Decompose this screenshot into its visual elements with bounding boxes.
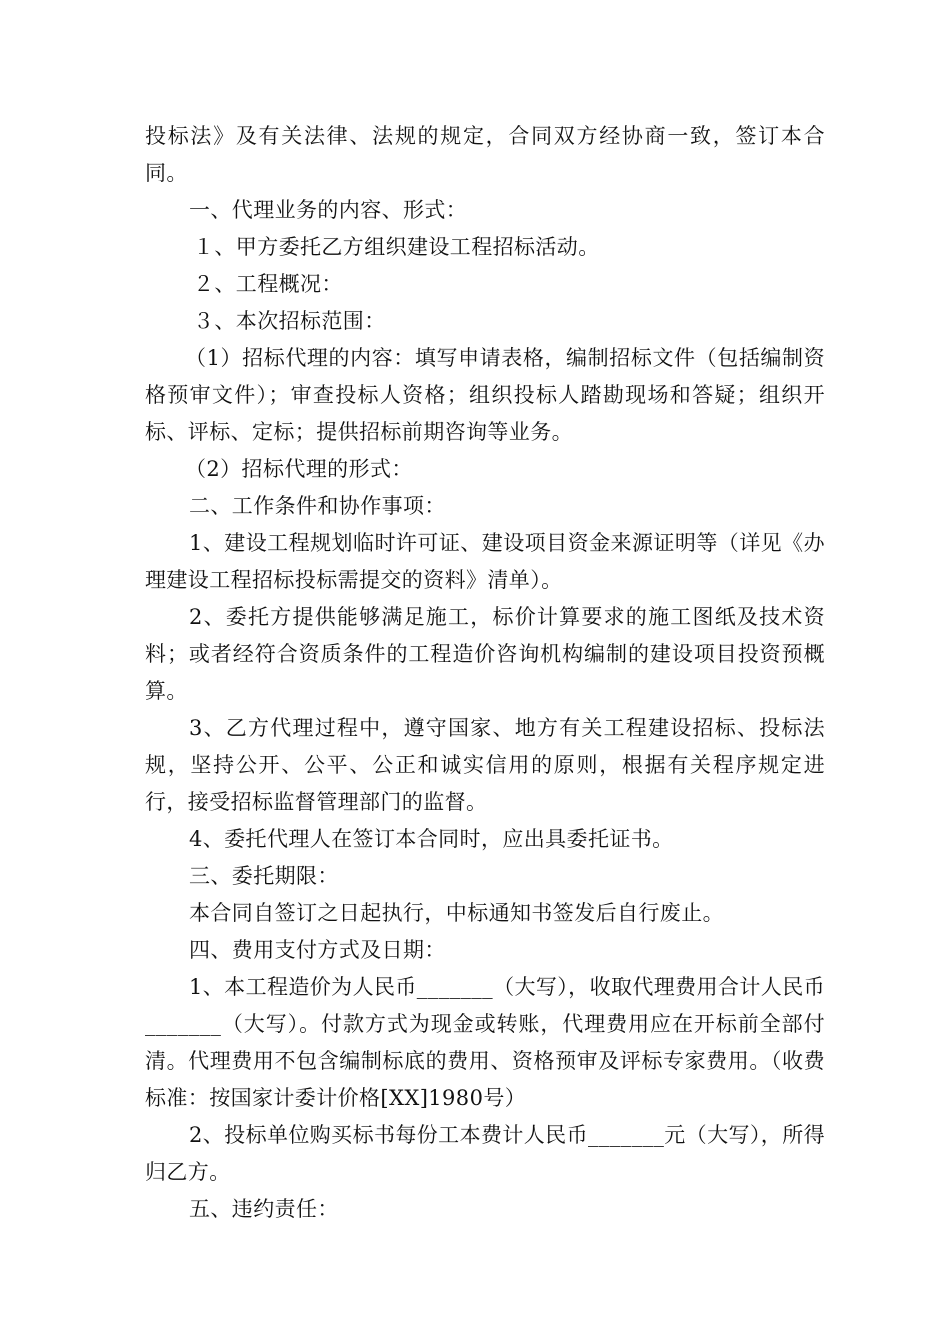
paragraph-intro: 投标法》及有关法律、法规的规定，合同双方经协商一致，签订本合同。 (145, 124, 825, 185)
heading-section-3: 三、委托期限： (189, 864, 339, 888)
section-4-item-2: 2、投标单位购买标书每份工本费计人民币_______元（大写），所得归乙方。 (145, 1123, 825, 1184)
section-2-item-3: 3、乙方代理过程中，遵守国家、地方有关工程建设招标、投标法规，坚持公开、公平、公正和诚实信用的原则，根据有关程序规定进行，接受招标监督管理部门的监督。 (145, 716, 825, 814)
heading-section-4: 四、费用支付方式及日期： (189, 938, 446, 962)
sub-item-1: （1）招标代理的内容：填写申请表格，编制招标文件（包括编制资格预审文件）；审查投标人资格；组织投标人踏勘现场和答疑；组织开标、评标、定标；提供招标前期咨询等业务。 (145, 346, 825, 444)
heading-section-1: 一、代理业务的内容、形式： (189, 198, 468, 222)
heading-section-5: 五、违约责任： (189, 1197, 339, 1221)
heading-section-2: 二、工作条件和协作事项： (189, 494, 446, 518)
section-2-item-4: 4、委托代理人在签订本合同时，应出具委托证书。 (189, 827, 674, 851)
section-3-text: 本合同自签订之日起执行，中标通知书签发后自行废止。 (189, 901, 724, 925)
document-body (145, 118, 825, 1228)
list-item-1: １、甲方委托乙方组织建设工程招标活动。 (193, 235, 600, 259)
list-item-3: ３、本次招标范围： (193, 309, 386, 333)
section-4-item-1: 1、本工程造价为人民币_______（大写），收取代理费用合计人民币_______（大写）。付款方式为现金或转账，代理费用应在开标前全部付清。代理费用不包含编制标底的费用、资格预审及评标专家费用。（收费标准：按国家计委计价格[XX]1980号） (145, 975, 825, 1110)
list-item-2: ２、工程概况： (193, 272, 343, 296)
section-2-item-2: 2、委托方提供能够满足施工，标价计算要求的施工图纸及技术资料；或者经符合资质条件的工程造价咨询机构编制的建设项目投资预概算。 (145, 605, 825, 703)
section-2-item-1: 1、建设工程规划临时许可证、建设项目资金来源证明等（详见《办理建设工程招标投标需提交的资料》清单）。 (145, 531, 825, 592)
sub-item-2: （2）招标代理的形式： (185, 457, 413, 481)
